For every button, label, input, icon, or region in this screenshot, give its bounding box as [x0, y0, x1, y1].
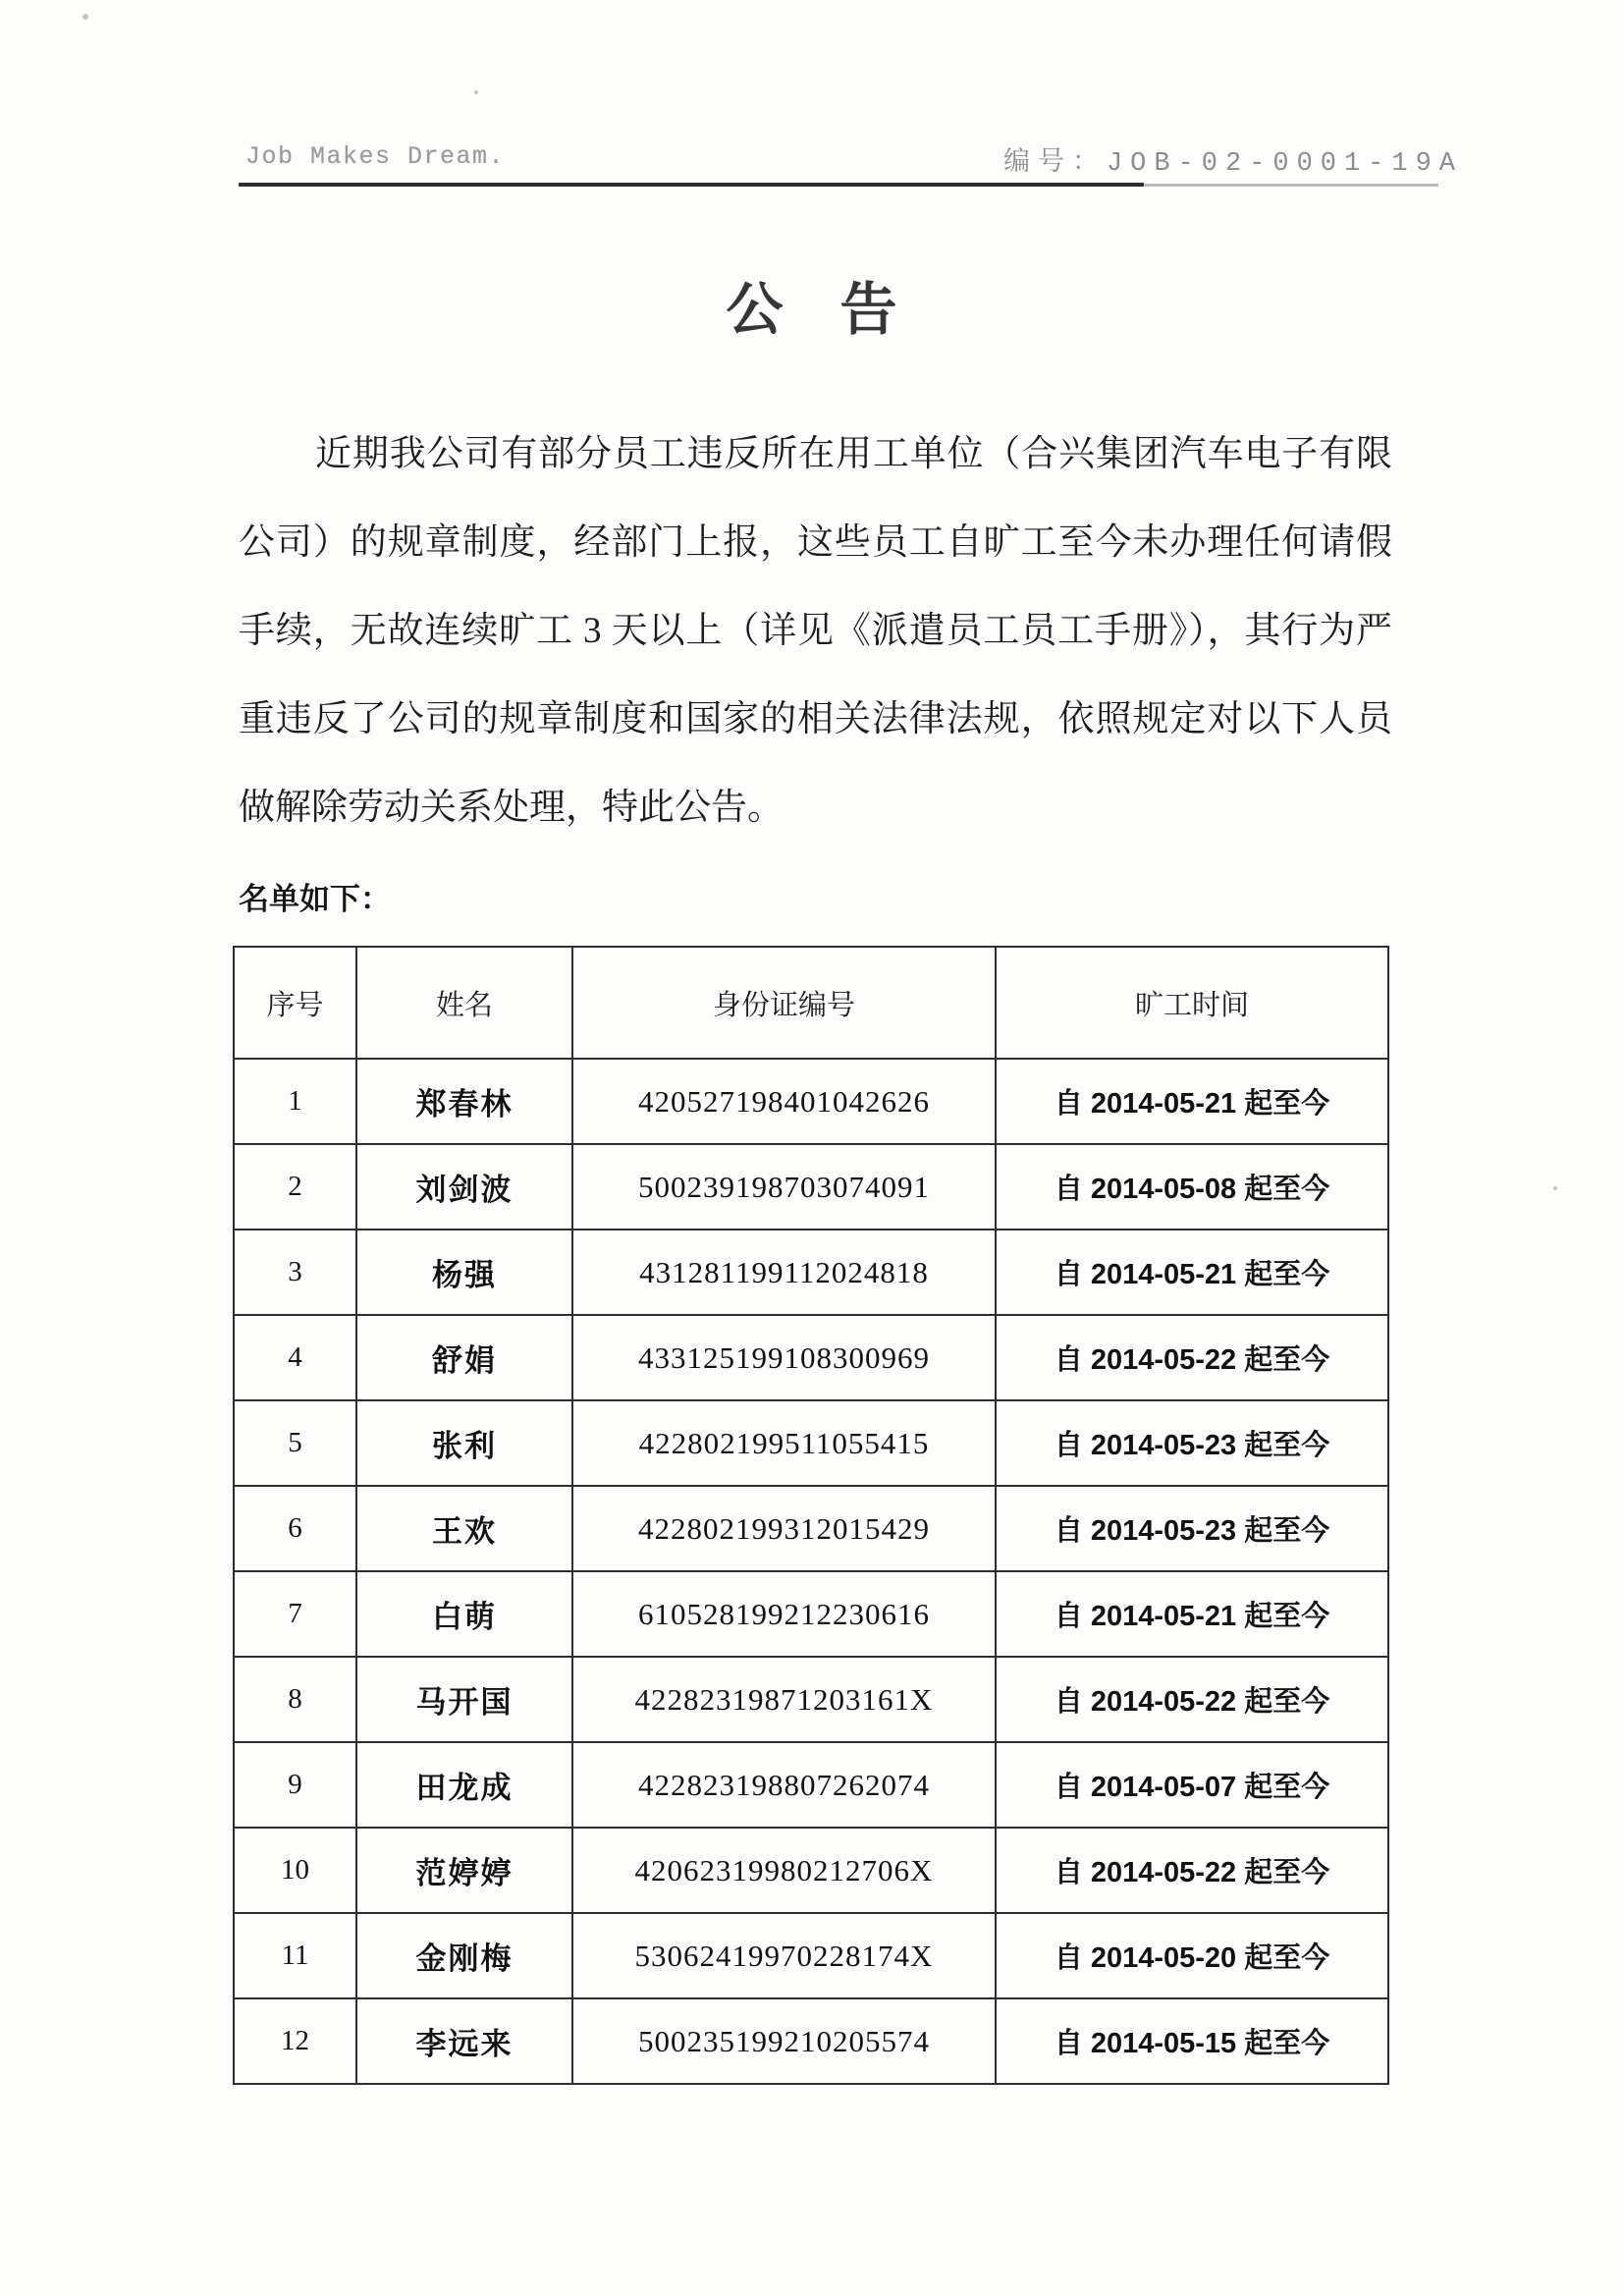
absence-period: 自 2014-05-21 起至今	[996, 1571, 1388, 1657]
document-number: 编号：JOB-02-0001-19A	[1002, 149, 1463, 179]
absence-period: 自 2014-05-21 起至今	[996, 1230, 1388, 1315]
row-index: 10	[234, 1828, 356, 1913]
absence-period: 自 2014-05-21 起至今	[996, 1059, 1388, 1144]
absence-period: 自 2014-05-22 起至今	[996, 1657, 1388, 1742]
row-index: 8	[234, 1657, 356, 1742]
id-number: 420527198401042626	[572, 1059, 996, 1144]
table-header-row	[234, 947, 1388, 1059]
id-number: 431281199112024818	[572, 1230, 996, 1315]
letterhead-divider	[239, 183, 1144, 187]
row-index: 3	[234, 1230, 356, 1315]
column-header: 旷工时间	[996, 947, 1388, 1059]
list-label: 名单如下：	[239, 882, 391, 916]
table-row	[234, 1230, 1388, 1315]
absence-period: 自 2014-05-08 起至今	[996, 1144, 1388, 1230]
table-row	[234, 1913, 1388, 1998]
scan-speck	[82, 14, 88, 20]
absence-period: 自 2014-05-22 起至今	[996, 1828, 1388, 1913]
table-row	[234, 1059, 1388, 1144]
table-row	[234, 1400, 1388, 1486]
column-header: 姓名	[356, 947, 572, 1059]
table-row	[234, 1315, 1388, 1400]
employee-name: 郑春林	[356, 1059, 572, 1144]
row-index: 9	[234, 1742, 356, 1828]
row-index: 4	[234, 1315, 356, 1400]
letterhead-slogan: Job Makes Dream.	[245, 142, 506, 171]
id-number: 53062419970228174X	[572, 1913, 996, 1998]
column-header: 身份证编号	[572, 947, 996, 1059]
id-number: 500235199210205574	[572, 1998, 996, 2084]
absence-period: 自 2014-05-07 起至今	[996, 1742, 1388, 1828]
table-row	[234, 1144, 1388, 1230]
row-index: 1	[234, 1059, 356, 1144]
id-number: 500239198703074091	[572, 1144, 996, 1230]
letterhead-divider-faded	[1144, 184, 1438, 187]
id-number: 433125199108300969	[572, 1315, 996, 1400]
page-title: 公 告	[726, 278, 897, 342]
row-index: 6	[234, 1486, 356, 1571]
employee-name: 舒娟	[356, 1315, 572, 1400]
announcement-paragraph: 近期我公司有部分员工违反所在用工单位（合兴集团汽车电子有限公司）的规章制度，经部门上报，这些员工自旷工至今未办理任何请假手续，无故连续旷工 3 天以上（详见《派遣员工员工手册》），其行为严重违反了公司的规章制度和国家的相关法律法规，依照规定对以下人员做解除劳动关系处理，特此公告。	[239, 434, 1392, 828]
row-index: 7	[234, 1571, 356, 1657]
id-number: 422802199511055415	[572, 1400, 996, 1486]
id-number: 42282319871203161X	[572, 1657, 996, 1742]
table-row	[234, 1998, 1388, 2084]
row-index: 12	[234, 1998, 356, 2084]
absence-period: 自 2014-05-20 起至今	[996, 1913, 1388, 1998]
employee-name: 刘剑波	[356, 1144, 572, 1230]
absence-period: 自 2014-05-23 起至今	[996, 1400, 1388, 1486]
employee-name: 田龙成	[356, 1742, 572, 1828]
id-number: 422802199312015429	[572, 1486, 996, 1571]
employee-name: 白萌	[356, 1571, 572, 1657]
employee-name: 李远来	[356, 1998, 572, 2084]
table-row	[234, 1828, 1388, 1913]
id-number: 422823198807262074	[572, 1742, 996, 1828]
table-row	[234, 1486, 1388, 1571]
absence-period: 自 2014-05-23 起至今	[996, 1486, 1388, 1571]
absence-period: 自 2014-05-15 起至今	[996, 1998, 1388, 2084]
table-header	[234, 947, 1388, 1059]
employee-name: 王欢	[356, 1486, 572, 1571]
table-row	[234, 1571, 1388, 1657]
column-header: 序号	[234, 947, 356, 1059]
row-index: 2	[234, 1144, 356, 1230]
employee-name: 金刚梅	[356, 1913, 572, 1998]
employee-name: 马开国	[356, 1657, 572, 1742]
absence-period: 自 2014-05-22 起至今	[996, 1315, 1388, 1400]
row-index: 11	[234, 1913, 356, 1998]
table-body	[234, 1059, 1388, 2084]
scan-speck	[474, 90, 478, 94]
id-number: 610528199212230616	[572, 1571, 996, 1657]
employee-name: 杨强	[356, 1230, 572, 1315]
employee-name: 范婷婷	[356, 1828, 572, 1913]
id-number: 42062319980212706X	[572, 1828, 996, 1913]
employee-name: 张利	[356, 1400, 572, 1486]
table-row	[234, 1742, 1388, 1828]
table-row	[234, 1657, 1388, 1742]
scan-speck	[1553, 1186, 1557, 1190]
row-index: 5	[234, 1400, 356, 1486]
dismissal-roster-table	[233, 946, 1389, 2085]
